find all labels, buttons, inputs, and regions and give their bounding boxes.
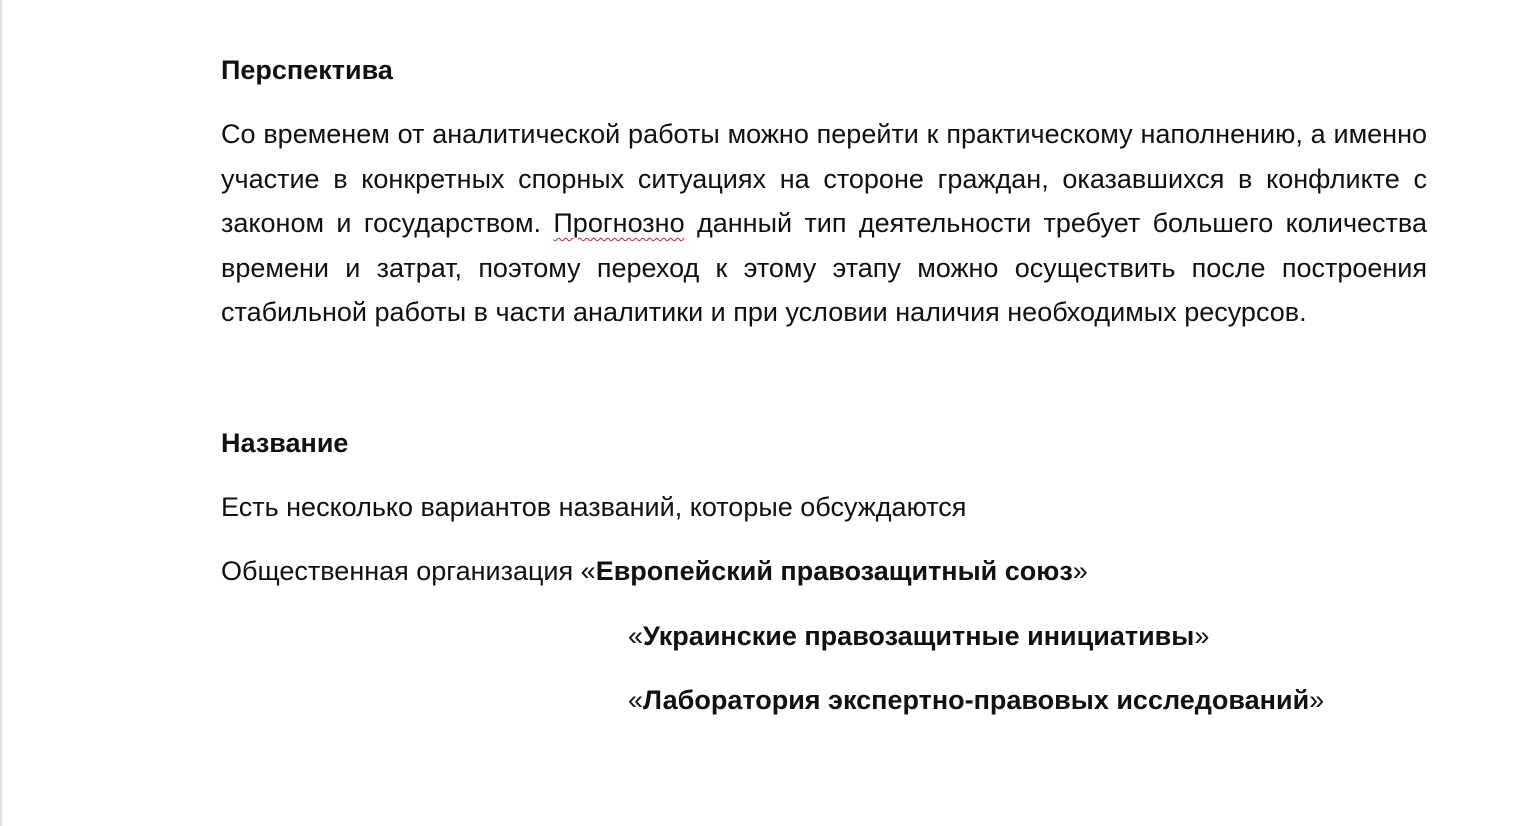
perspective-paragraph (221, 112, 1427, 335)
quote-open: « (628, 685, 644, 715)
quote-close: » (1072, 556, 1088, 586)
section-heading-name: Название (221, 427, 349, 458)
name-option-1 (221, 549, 1427, 594)
name-option-3-label: Лаборатория экспертно-правовых исследований (643, 685, 1310, 715)
page-left-edge (0, 0, 2, 826)
org-prefix-text: Общественная организация (221, 556, 574, 586)
perspective-text-part-1: Со временем от аналитической работы можно перейти к практическому наполнению, а именно участие в конкретных спорных ситуациях на стороне граждан, оказавшихся в конфликте с законом и государством. (221, 119, 1427, 238)
spelling-error-word[interactable]: Прогнозно (553, 208, 685, 238)
quote-close: » (1309, 685, 1325, 715)
name-option-1-label: Европейский правозащитный союз (595, 556, 1073, 586)
section-heading-perspective: Перспектива (221, 55, 393, 85)
document-body[interactable] (221, 48, 1427, 723)
quote-open: « (628, 620, 644, 651)
name-option-2 (221, 614, 1427, 659)
name-option-2-label: Украинские правозащитные инициативы (643, 620, 1195, 651)
quote-close: » (1194, 620, 1210, 651)
name-option-3 (221, 678, 1427, 723)
names-intro-text: Есть несколько вариантов названий, которые обсуждаются (221, 491, 967, 522)
perspective-text-part-2: данный тип деятельности требует большего количества времени и затрат, поэтому переход к этому этапу можно осуществить после построения стабильной работы в части аналитики и при условии наличия необходимых ресурсов. (221, 208, 1427, 327)
quote-open: « (580, 556, 596, 586)
